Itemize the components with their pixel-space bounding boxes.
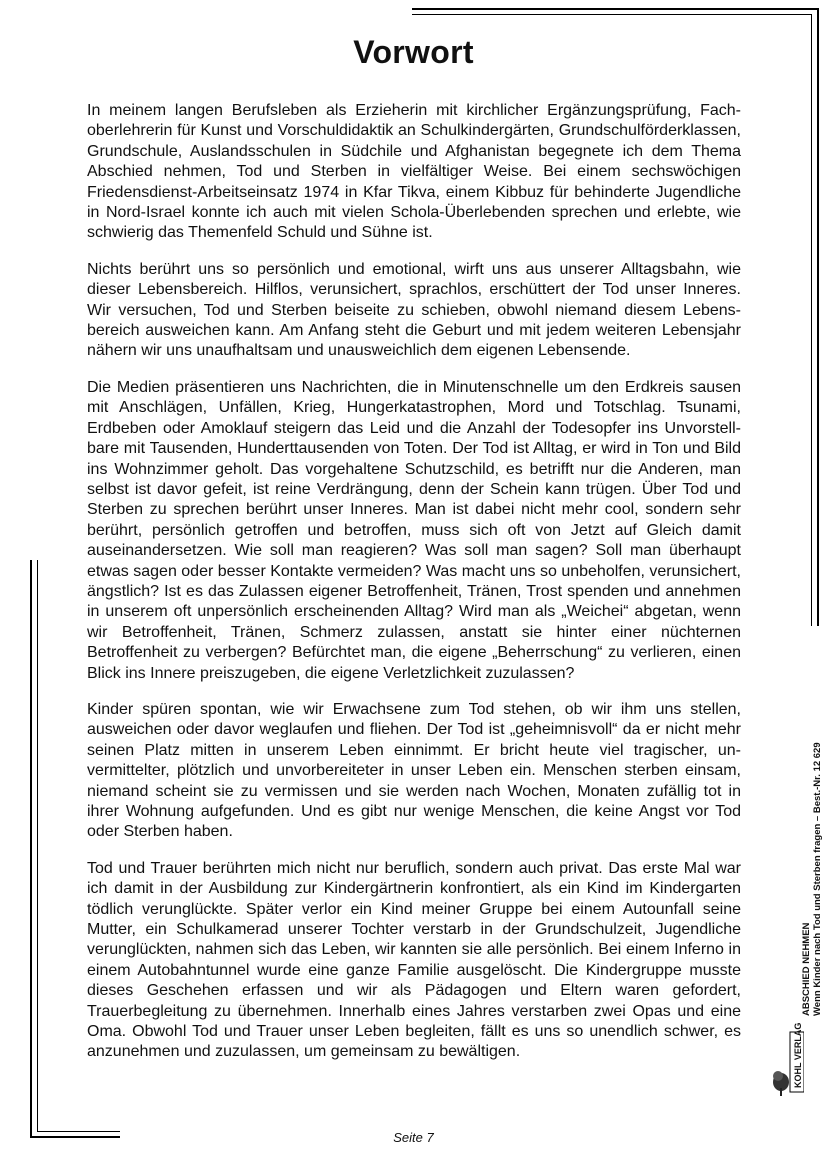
body-text [87, 101, 741, 1079]
frame-right-inner [811, 14, 812, 626]
paragraph-1: In meinem langen Berufsleben als Erzieherin mit kirchlicher Ergänzungsprüfung, Fachoberlehrerin für Kunst und Vorschuldidaktik an Schulkindergärten, Grundschulförderklassen, Grundschule, Auslandsschulen in Südchile und Afghanistan begegnete ich dem Thema Abschied nehmen, Tod und Sterben in vielfältiger Weise. Bei einem sechswöchigen Friedensdienst-Arbeitseinsatz 1974 in Kfar Tikva, einem Kibbuz für behinderte Jugendliche in Nord-Israel konnte ich auch mit vielen Schola-Überlebenden sprechen und erlebte, wie schwierig das Themenfeld Schuld und Sühne ist. [87, 102, 741, 242]
publisher-logo [770, 1022, 804, 1100]
frame-left-outer [30, 560, 32, 1138]
frame-right-outer [817, 8, 819, 626]
page-title: Vorwort [353, 34, 474, 70]
page-number: Seite 7 [393, 1130, 434, 1145]
paragraph-5: Tod und Trauer berührten mich nicht nur beruflich, sondern auch privat. Das erste Mal war ich damit in der Ausbildung zur Kindergärtnerin konfrontiert, als ein Kind im Kindergarten tödlich verunglückte. Später verlor ein Kind meiner Gruppe bei einem Autounfall seine Mutter, ein Schulkamerad unserer Tochter verstarb in der Grundschulzeit, Jugendliche verunglückten, nahmen sich das Leben, wir kannten sie alle persönlich. Bei einem Inferno in einem Autobahntunnel wurde eine ganze Familie ausgelöscht. Die Kindergruppe musste dieses Geschehen erfassen und wir als Pädagogen und Eltern waren gefordert, Trauerbegleitung zu übernehmen. Innerhalb eines Jahres verstarben zwei Opas und eine Oma. Obwohl Tod und Trauer unser Leben begleiten, fällt es uns so unendlich schwer, es anzunehmen und zuzulassen, um gemeinsam zu bewältigen. [87, 859, 741, 1061]
frame-top-inner [412, 14, 812, 15]
publisher-name: KOHL VERLAG [793, 1022, 803, 1088]
sidebar-subtitle: Wenn Kinder nach Tod und Sterben fragen – Best.-Nr. 12 629 [812, 742, 823, 1016]
sidebar-book-title: ABSCHIED NEHMEN [801, 922, 812, 1016]
paragraph-3: Die Medien präsentieren uns Nachrichten, die in Minutenschnelle um den Erdkreis sausen mit Anschlägen, Unfällen, Krieg, Hungerkatastrophen, Mord und Totschlag. Tsunami, Erdbeben oder Amoklauf steigern das Leid und die Anzahl der Todesopfer ins Unvorstellbare mit Tausenden, Hunderttausenden von Toten. Der Tod ist Alltag, er wird in Ton und Bild ins Wohnzimmer geholt. Das vorgehaltene Schutzschild, es betrifft nur die Anderen, man selbst ist davor gefeit, ist reine Verdrängung, denn der Schein kann trügen. Über Tod und Sterben zu sprechen berührt unser Inneres. Man ist dabei nicht mehr cool, sondern sehr berührt, persönlich getroffen und betroffen, muss sich oft von Jetzt auf Gleich damit auseinandersetzen. Wie soll man reagieren? Was soll man sagen? Soll man überhaupt etwas sagen oder besser Kontakte vermeiden? Was macht uns so unbeholfen, verunsichert, ängstlich? Ist es das Zulassen eigener Betroffenheit, Tränen, Trost spenden und annehmen in unserem oft unpersönlich erscheinenden Alltag? Wird man als „Weichei“ abgetan, wenn wir Betroffenheit, Tränen, Schmerz zulassen, anstatt sie hinter einer nüchternen Betroffenheit zu verbergen? Befürchtet man, die eigene „Beherrschung“ zu verlieren, einen Blick ins Innere preiszugeben, die eigene Verletzlichkeit zuzulassen? [87, 378, 741, 682]
frame-top-outer [412, 8, 818, 10]
paragraph-2: Nichts berührt uns so persönlich und emotional, wirft uns aus unserer Alltagsbahn, wie dieser Lebensbereich. Hilflos, verunsichert, sprachlos, erschüttert der Tod unser Inneres. Wir versuchen, Tod und Sterben beiseite zu schieben, obwohl niemand diesem Lebensbereich ausweichen kann. Am Anfang steht die Geburt und mit jedem weiteren Lebensjahr nähern wir uns unaufhaltsam und unausweichlich dem eigenen Lebensende. [87, 260, 741, 360]
sidebar-imprint [801, 706, 823, 1016]
paragraph-4: Kinder spüren spontan, wie wir Erwachsene zum Tod stehen, ob wir ihm uns stellen, ausweichen oder davor weglaufen und fliehen. Der Tod ist „geheimnisvoll“ da er nicht mehr seinen Platz mitten in unserem Leben einnimmt. Er bricht heute viel tragischer, unvermittelter, plötzlich und unvorbereiteter in unser Leben ein. Menschen sterben einsam, niemand scheint sie zu vermissen und sie werden nach Wochen, Monaten zufällig tot in ihrer Wohnung aufgefunden. Und es gibt nur wenige Menschen, die keine Angst vor Tod oder Sterben haben. [87, 700, 741, 841]
frame-left-inner [37, 560, 38, 1132]
